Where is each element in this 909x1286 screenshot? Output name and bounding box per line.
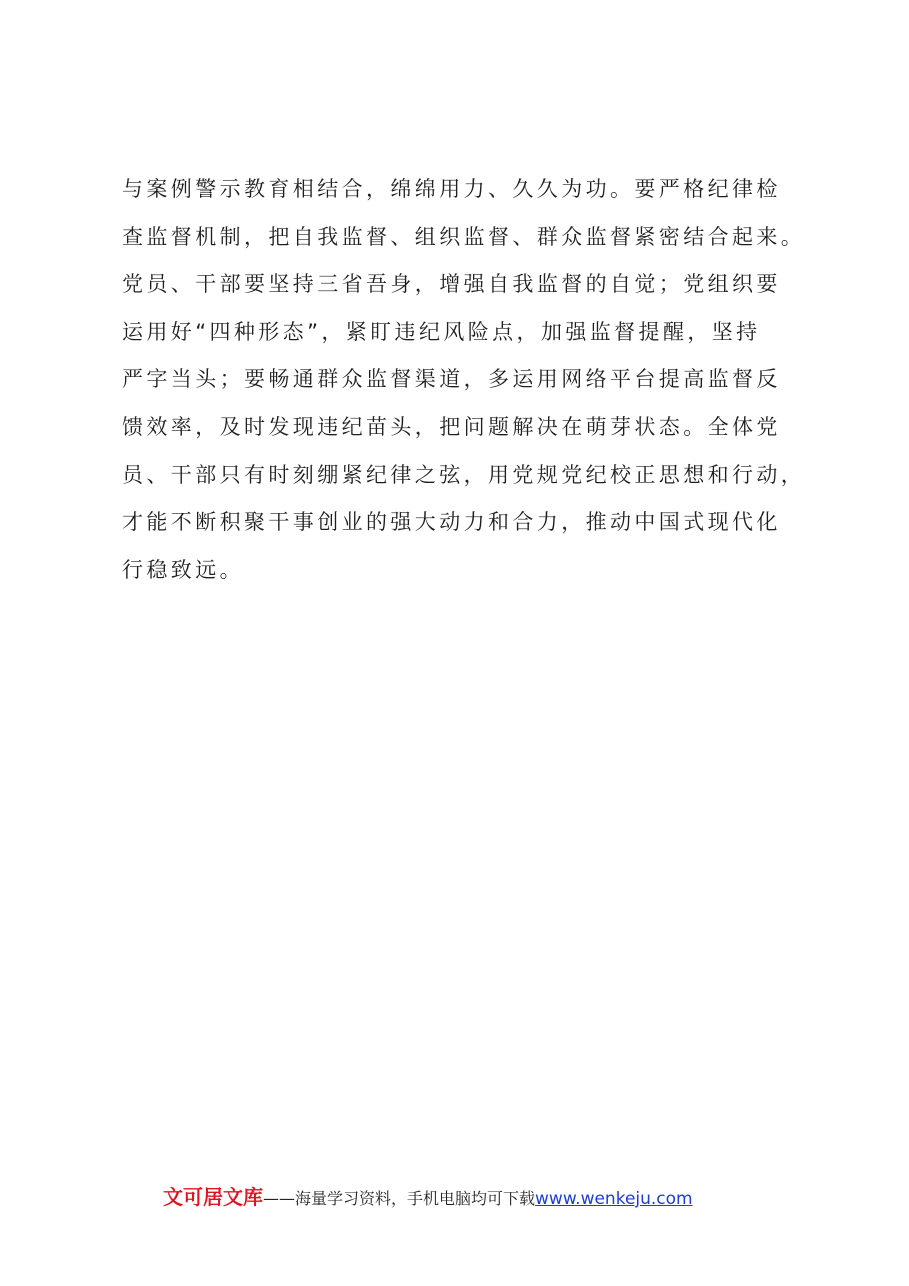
document-body [122,166,842,594]
footer-tagline: 海量学习资料，手机电脑均可下载 [295,1189,536,1208]
brand-name: 文可居文库 [163,1185,263,1209]
paragraph-line: 严字当头；要畅通群众监督渠道，多运用网络平台提高监督反 [122,367,781,392]
footer-banner [163,1182,693,1212]
paragraph-line: 馈效率，及时发现违纪苗头，把问题解决在萌芽状态。全体党 [122,414,781,439]
paragraph-line: 员、干部只有时刻绷紧纪律之弦，用党规党纪校正思想和行动， [122,462,806,487]
paragraph-line: 查监督机制，把自我监督、组织监督、群众监督紧密结合起来。 [122,224,806,249]
website-link[interactable]: www.wenkeju.com [535,1189,693,1209]
paragraph-line: 行稳致远。 [122,557,244,582]
paragraph-line: 运用好“四种形态”，紧盯违纪风险点，加强监督提醒，坚持 [122,319,761,344]
paragraph-line: 党员、干部要坚持三省吾身，增强自我监督的自觉；党组织要 [122,272,781,297]
paragraph-line: 才能不断积聚干事创业的强大动力和合力，推动中国式现代化 [122,510,781,535]
footer-separator: —— [263,1189,295,1208]
paragraph-line: 与案例警示教育相结合，绵绵用力、久久为功。要严格纪律检 [122,177,781,201]
